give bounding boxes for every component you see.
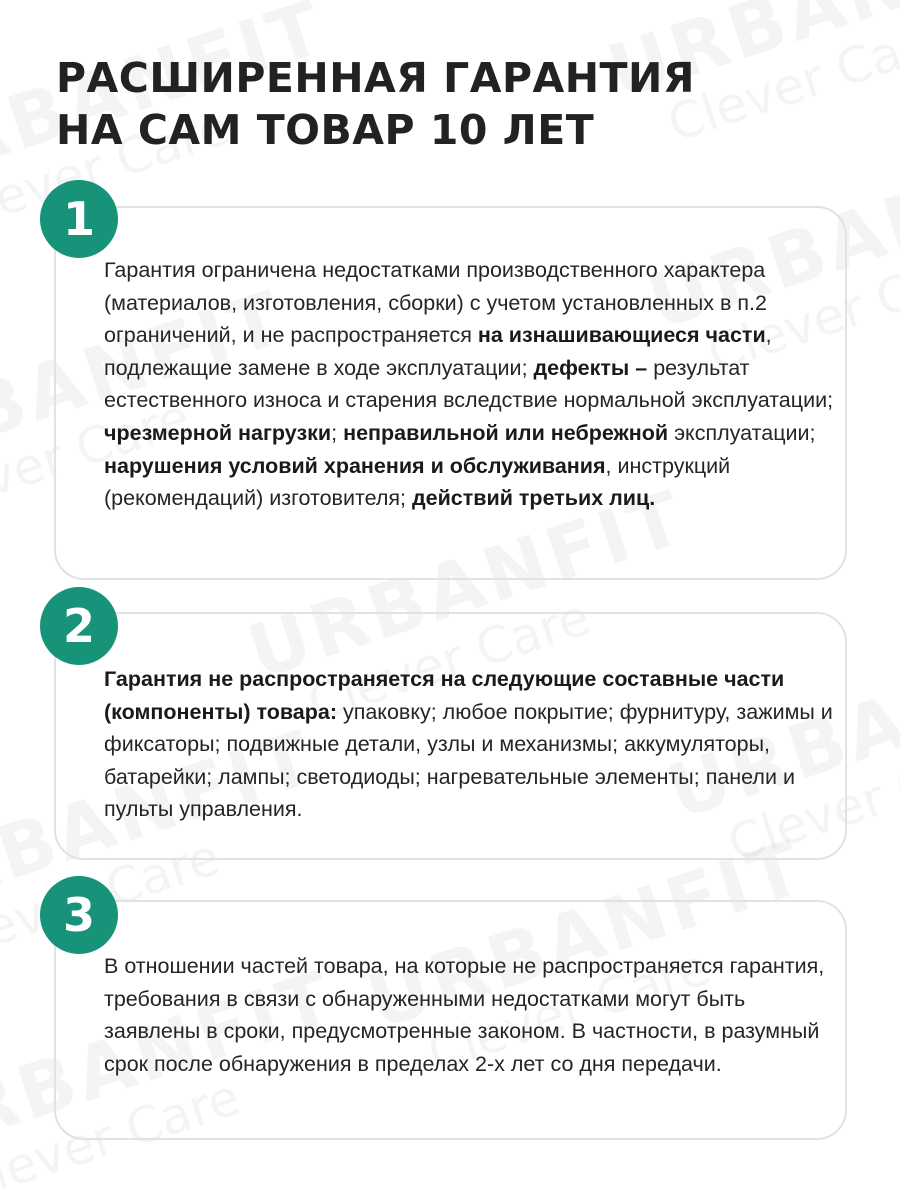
page-title-line-2: НА САМ ТОВАР 10 ЛЕТ	[56, 106, 595, 154]
emphasis-text: дефекты –	[533, 355, 648, 380]
emphasis-text: неправильной или небрежной	[343, 420, 669, 445]
body-text: результат естественного износа и старения вследствие нормальной эксплуатации;	[104, 355, 834, 413]
emphasis-text: Гарантия не распространяется на следующие составные части (компоненты) товара:	[104, 667, 785, 724]
body-text: эксплуатации;	[668, 420, 816, 445]
page-title	[56, 52, 695, 156]
section-number-badge-3: 3	[40, 876, 118, 954]
body-text: , инструкций (рекомендаций) изготовителя;	[104, 453, 731, 511]
section-text-2	[104, 663, 834, 826]
body-text: В отношении частей товара, на которые не распространяется гарантия, требования в связи с обнаруженными недостатками могут быть заявлены в сроки, предусмотренные законом. В частности, в разумный срок после обнаружения в пределах 2-х лет со дня передачи.	[104, 954, 825, 1076]
emphasis-text: действий третьих лиц.	[411, 486, 656, 511]
page-title-line-1: РАСШИРЕННАЯ ГАРАНТИЯ	[56, 54, 695, 102]
body-text: ;	[331, 420, 344, 445]
section-number-badge-2: 2	[40, 587, 118, 665]
section-text-3	[104, 950, 834, 1080]
section-text-1	[104, 254, 834, 515]
body-text: упаковку; любое покрытие; фурнитуру, зажимы и фиксаторы; подвижные детали, узлы и механизмы; аккумуляторы, батарейки; лампы; светодиоды; нагревательные элементы; панели и пульты управления.	[104, 699, 833, 822]
emphasis-text: на изнашивающиеся части	[477, 323, 766, 348]
body-text: Гарантия ограничена недостатками производственного характера (материалов, изготовления, сборки) с учетом установленных в п.2 ограничений, и не распространяется	[104, 258, 767, 348]
body-text: , подлежащие замене в ходе эксплуатации;	[104, 323, 772, 380]
section-number-badge-1: 1	[40, 180, 118, 258]
emphasis-text: нарушения условий хранения и обслуживания	[104, 453, 606, 478]
emphasis-text: чрезмерной нагрузки	[104, 420, 332, 445]
